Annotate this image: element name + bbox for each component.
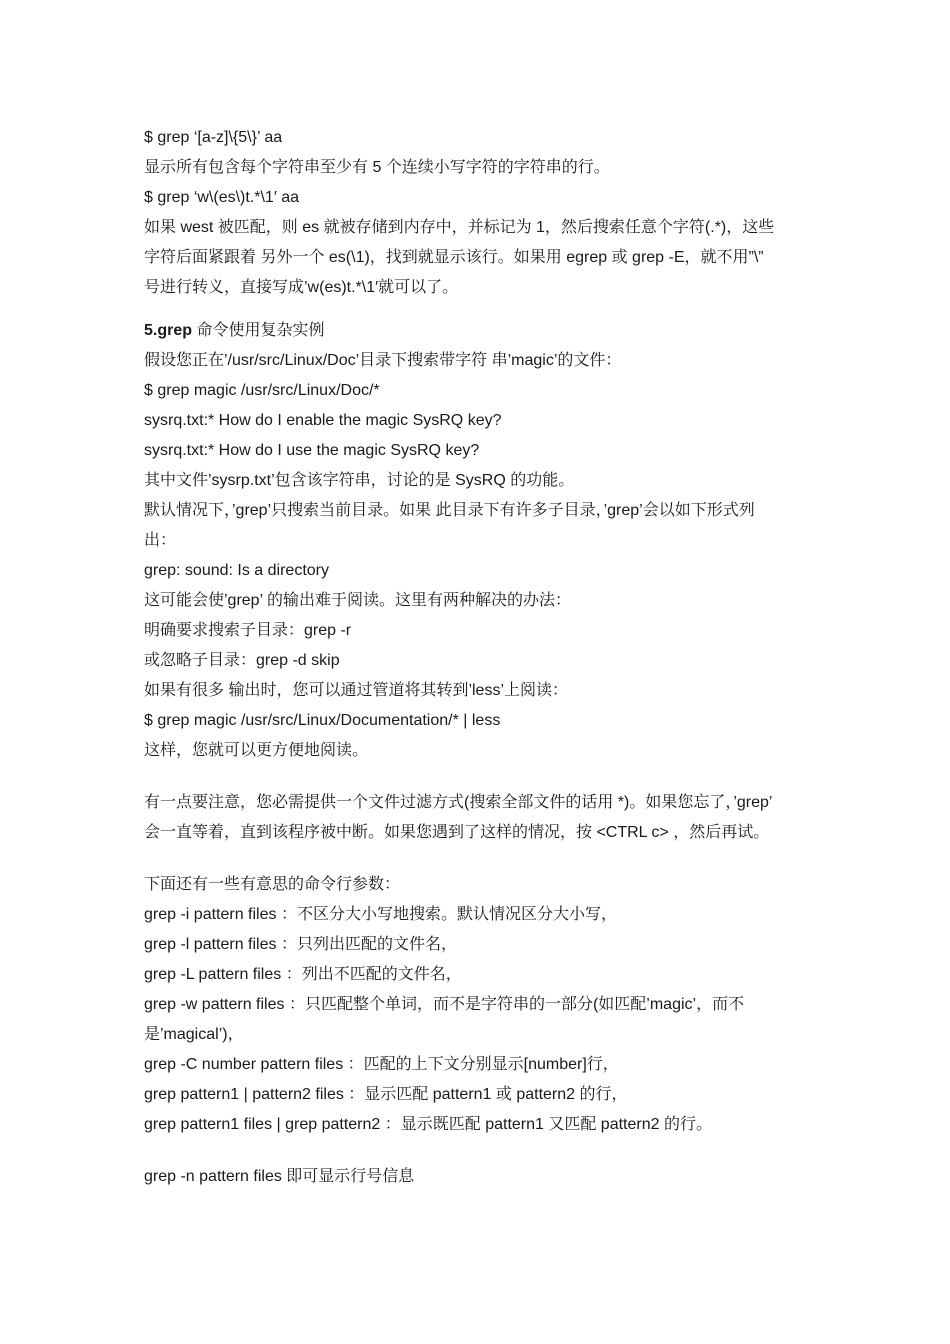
code-line: $ grep magic /usr/src/Linux/Documentation/* | less bbox=[144, 712, 501, 729]
code-line: $ grep ‘[a-z]\{5\}’ aa bbox=[144, 129, 283, 146]
paragraph-gap bbox=[144, 848, 814, 870]
option-line: grep -l pattern files ：只列出匹配的文件名， bbox=[144, 936, 457, 953]
section-title: 命令使用复杂实例 bbox=[192, 322, 325, 339]
output-line: grep: sound: Is a directory bbox=[144, 562, 329, 579]
text-line: 显示所有包含每个字符串至少有 5 个连续小写字符的字符串的行。 bbox=[144, 159, 610, 176]
output-line: sysrq.txt:* How do I use the magic SysRQ key? bbox=[144, 442, 480, 459]
text-line: 假设您正在’/usr/src/Linux/Doc’目录下搜索带字符 串’magic’的文件： bbox=[144, 352, 622, 369]
option-line: grep pattern1 | pattern2 files ：显示匹配 pattern1 或 pattern2 的行， bbox=[144, 1086, 628, 1103]
code-line: $ grep magic /usr/src/Linux/Doc/* bbox=[144, 382, 380, 399]
text-line: 号进行转义，直接写成’w(es)t.*\1′就可以了。 bbox=[144, 279, 459, 296]
option-line: grep -i pattern files ：不区分大小写地搜索。默认情况区分大小写， bbox=[144, 906, 617, 923]
section-heading bbox=[144, 316, 814, 346]
section-number: 5.grep bbox=[144, 322, 193, 339]
option-line: grep -C number pattern files ：匹配的上下文分别显示[number]行， bbox=[144, 1056, 619, 1073]
text-line: 如果有很多 输出时，您可以通过管道将其转到’less’上阅读： bbox=[144, 682, 569, 699]
text-line: 下面还有一些有意思的命令行参数： bbox=[144, 876, 401, 893]
text-line: 会一直等着，直到该程序被中断。如果您遇到了这样的情况，按 <CTRL c> ，然后再试。 bbox=[144, 824, 770, 841]
text-line: 默认情况下，’grep’只搜索当前目录。如果 此目录下有许多子目录，’grep’会以如下形式列 bbox=[144, 502, 755, 519]
paragraph-gap bbox=[144, 766, 814, 788]
text-line: 或忽略子目录：grep -d skip bbox=[144, 652, 340, 669]
text-line: 出： bbox=[144, 532, 177, 549]
document-body bbox=[144, 123, 814, 1192]
text-line: 明确要求搜索子目录：grep -r bbox=[144, 622, 352, 639]
text-line: 有一点要注意，您必需提供一个文件过滤方式(搜索全部文件的话用 *)。如果您忘了，’grep’ bbox=[144, 794, 773, 811]
output-line: sysrq.txt:* How do I enable the magic SysRQ key? bbox=[144, 412, 502, 429]
option-line: grep -L pattern files ：列出不匹配的文件名， bbox=[144, 966, 462, 983]
text-line: 其中文件’sysrp.txt’包含该字符串，讨论的是 SysRQ 的功能。 bbox=[144, 472, 575, 489]
option-line: grep -w pattern files ：只匹配整个单词，而不是字符串的一部分(如匹配’magic’，而不 bbox=[144, 996, 745, 1013]
option-line: 是’magical’)， bbox=[144, 1026, 244, 1043]
text-line: 这样，您就可以更方便地阅读。 bbox=[144, 742, 369, 759]
text-line: 如果 west 被匹配，则 es 就被存储到内存中，并标记为 1，然后搜索任意个字符(.*)，这些 bbox=[144, 219, 775, 236]
option-line: grep pattern1 files | grep pattern2 ：显示既匹配 pattern1 又匹配 pattern2 的行。 bbox=[144, 1116, 712, 1133]
paragraph-gap bbox=[144, 1140, 814, 1162]
text-line: 字符后面紧跟着 另外一个 es(\1)，找到就显示该行。如果用 egrep 或 grep -E，就不用”\” bbox=[144, 249, 764, 266]
text-line: 这可能会使’grep’ 的输出难于阅读。这里有两种解决的办法： bbox=[144, 592, 571, 609]
code-line: $ grep ‘w\(es\)t.*\1′ aa bbox=[144, 189, 300, 206]
paragraph-gap bbox=[144, 303, 814, 316]
option-line: grep -n pattern files 即可显示行号信息 bbox=[144, 1168, 415, 1185]
